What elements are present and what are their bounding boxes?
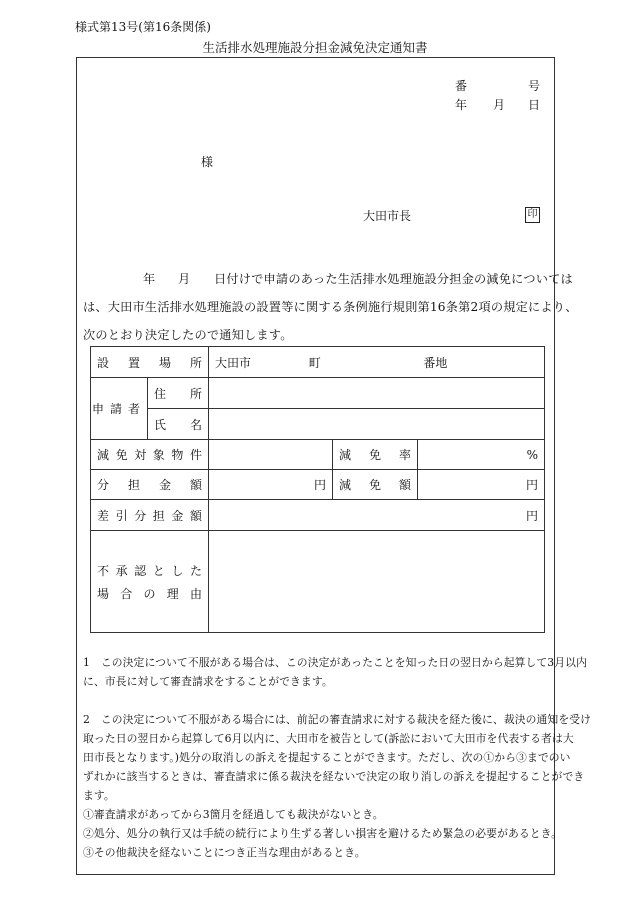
name-label: 氏名	[148, 409, 209, 440]
location-label	[91, 354, 208, 371]
note2-line4: ずれかに該当するときは、審査請求に係る裁決を経ないで決定の取り消しの訴えを提起することができ	[83, 770, 585, 783]
note2-item3: ③その他裁決を経ないことにつき正当な理由があるとき。	[83, 846, 366, 859]
number-label: 番	[455, 79, 468, 93]
reason-row	[91, 531, 545, 633]
note2-line5: ます。	[83, 789, 115, 802]
note1-line1: 1 この決定について不服がある場合は、この決定があったことを知った日の翌日から起算して3月以内	[83, 656, 587, 669]
form-number-label: 様式第13号(第16条関係)	[75, 20, 211, 34]
exempt-label: 減免額	[333, 470, 418, 500]
balance-row	[91, 500, 545, 531]
document-title: 生活排水処理施設分担金減免決定通知書	[202, 40, 428, 55]
reason-label-line1: 不承認とした	[97, 563, 203, 578]
rate-label: 減免率	[333, 440, 418, 470]
object-row	[91, 440, 545, 470]
date-day-label: 日	[528, 98, 541, 112]
address-label-text: 住所	[154, 386, 203, 401]
number-suffix: 号	[528, 79, 541, 93]
note2-line1: 2 この決定について不服がある場合には、前記の審査請求に対する裁決を経た後に、裁決の通知を受け	[83, 713, 592, 726]
amount-label: 分担金額	[91, 470, 209, 500]
amount-row	[91, 470, 545, 500]
rate-unit: %	[418, 440, 545, 470]
note2-line2: 取った日の翌日から起算して6月以内に、大田市を被告として(訴訟において大田市を代表する者は大	[83, 732, 574, 745]
date-month-label: 月	[493, 98, 506, 112]
applicant-address-row	[91, 378, 545, 409]
body-year: 年	[143, 272, 156, 286]
body-line3: 次のとおり決定したので通知します。	[83, 328, 293, 342]
applicant-name-row	[91, 409, 545, 440]
balance-unit: 円	[209, 500, 545, 531]
location-label-text: 設置場所	[97, 355, 203, 370]
addressee-suffix: 様	[201, 155, 214, 169]
location-lot: 番地	[423, 355, 448, 370]
note2-line3: 田市長となります。)処分の取消しの訴えを提起することができます。ただし、次の①から③までのい	[83, 751, 571, 764]
reason-label-line2: 場合の理由	[97, 586, 203, 601]
address-value	[209, 378, 545, 409]
applicant-label: 申請者	[91, 378, 148, 440]
note2-item2: ②処分、処分の執行又は手続の続行により生ずる著しい損害を避けるため緊急の必要があるとき。	[83, 827, 563, 840]
location-city: 大田市	[215, 355, 252, 370]
balance-label: 差引分担金額	[91, 500, 209, 531]
body-month: 月	[178, 272, 191, 286]
reason-value	[209, 531, 545, 633]
body-line1: 日付けで申請のあった生活排水処理施設分担金の減免については	[214, 272, 573, 286]
location-town: 町	[308, 355, 321, 370]
issuer-name: 大田市長	[363, 209, 412, 223]
object-value	[209, 440, 333, 470]
body-line2: は、大田市生活排水処理施設の設置等に関する条例施行規則第16条第2項の規定により、	[83, 300, 578, 314]
date-year-label: 年	[455, 98, 468, 112]
location-row	[91, 347, 545, 378]
exempt-unit: 円	[418, 470, 545, 500]
address-label	[154, 385, 202, 402]
object-label: 減免対象物件	[91, 440, 209, 470]
name-value	[209, 409, 545, 440]
seal-stamp: 印	[525, 207, 540, 223]
details-table	[90, 346, 545, 633]
amount-unit: 円	[209, 470, 333, 500]
note1-line2: に、市長に対して審査請求をすることができます。	[83, 675, 333, 688]
note2-item1: ①審査請求があってから3箇月を経過しても裁決がないとき。	[83, 808, 384, 821]
